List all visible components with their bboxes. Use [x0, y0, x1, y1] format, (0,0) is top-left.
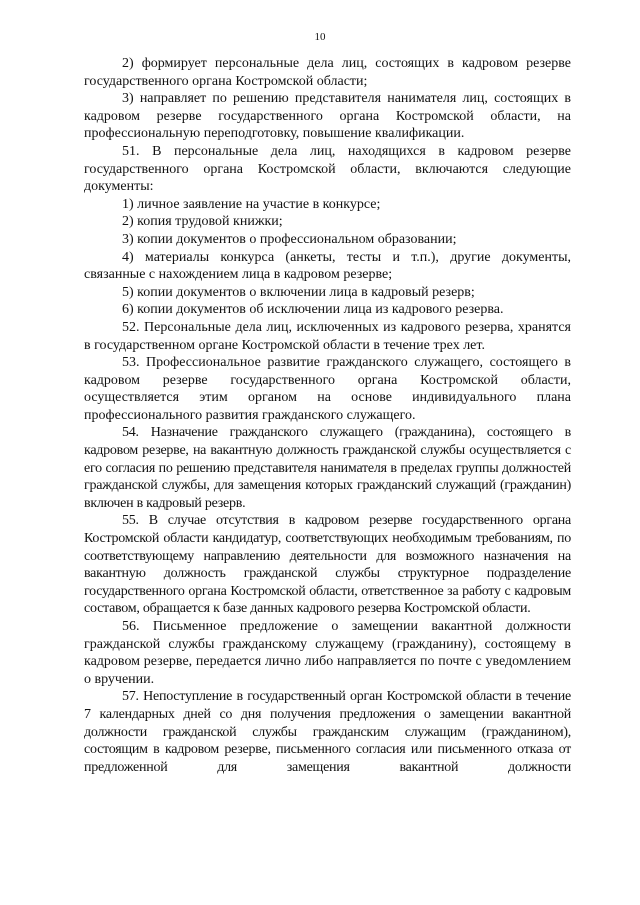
paragraph-51: 51. В персональные дела лиц, находящихся в кадровом резерве государственного органа Костромской области, включаются следующие документы:: [84, 143, 571, 195]
paragraph-55: 55. В случае отсутствия в кадровом резерве государственного органа Костромской области кандидатур, соответствующих необходимым требованиям, по соответствующему направлению деятельности для возможного назначения на вакантную должность гражданской службы структурное подразделение государственного органа Костромской области, ответственное за работу с кадровым составом, обращается к базе данных кадрового резерва Костромской области.: [84, 513, 571, 617]
paragraph-item-2-personal-files: 2) формирует персональные дела лиц, состоящих в кадровом резерве государственного органа Костромской области;: [84, 56, 571, 89]
paragraph-57: 57. Непоступление в государственный орган Костромской области в течение 7 календарных дней со дня получения предложения о замещении вакантной должности гражданской службы гражданским служащим (гражданином), состоящим в кадровом резерве, письменного согласия или письменного отказа от предложенной для замещения вакантной должности: [84, 689, 571, 775]
paragraph-56: 56. Письменное предложение о замещении вакантной должности гражданской службы гражданскому служащему (гражданину), состоящему в кадровом резерве, передается лично либо направляется по почте с уведомлением о вручении.: [84, 619, 571, 687]
list-item-inclusion-docs: 5) копии документов о включении лица в кадровый резерв;: [122, 284, 475, 300]
paragraph-53: 53. Профессиональное развитие гражданского служащего, состоящего в кадровом резерве государственного органа Костромской области, осуществляется этим органом на основе индивидуального плана профессионального развития гражданского служащего.: [84, 355, 571, 423]
list-item-work-book: 2) копия трудовой книжки;: [122, 214, 283, 230]
document-body: [84, 55, 571, 776]
page-number: 10: [314, 31, 326, 43]
paragraph-54: 54. Назначение гражданского служащего (гражданина), состоящего в кадровом резерве, на вакантную должность гражданской службы осуществляется с его согласия по решению представителя нанимателя в пределах группы должностей гражданской службы, для замещения которых гражданский служащий (гражданин) включен в кадровый резерв.: [84, 425, 571, 511]
list-item-exclusion-docs: 6) копии документов об исключении лица из кадрового резерва.: [122, 302, 504, 318]
list-item-competition-materials: 4) материалы конкурса (анкеты, тесты и т.п.), другие документы, связанные с нахождением лица в кадровом резерве;: [84, 249, 571, 283]
list-item-application: 1) личное заявление на участие в конкурсе;: [122, 196, 381, 212]
list-item-education-docs: 3) копии документов о профессиональном образовании;: [122, 231, 457, 247]
paragraph-52: 52. Персональные дела лиц, исключенных из кадрового резерва, хранятся в государственном органе Костромской области в течение трех лет.: [84, 319, 571, 353]
paragraph-item-3-training: 3) направляет по решению представителя нанимателя лиц, состоящих в кадровом резерве государственного органа Костромской области, на профессиональную переподготовку, повышение квалификации.: [84, 91, 571, 142]
